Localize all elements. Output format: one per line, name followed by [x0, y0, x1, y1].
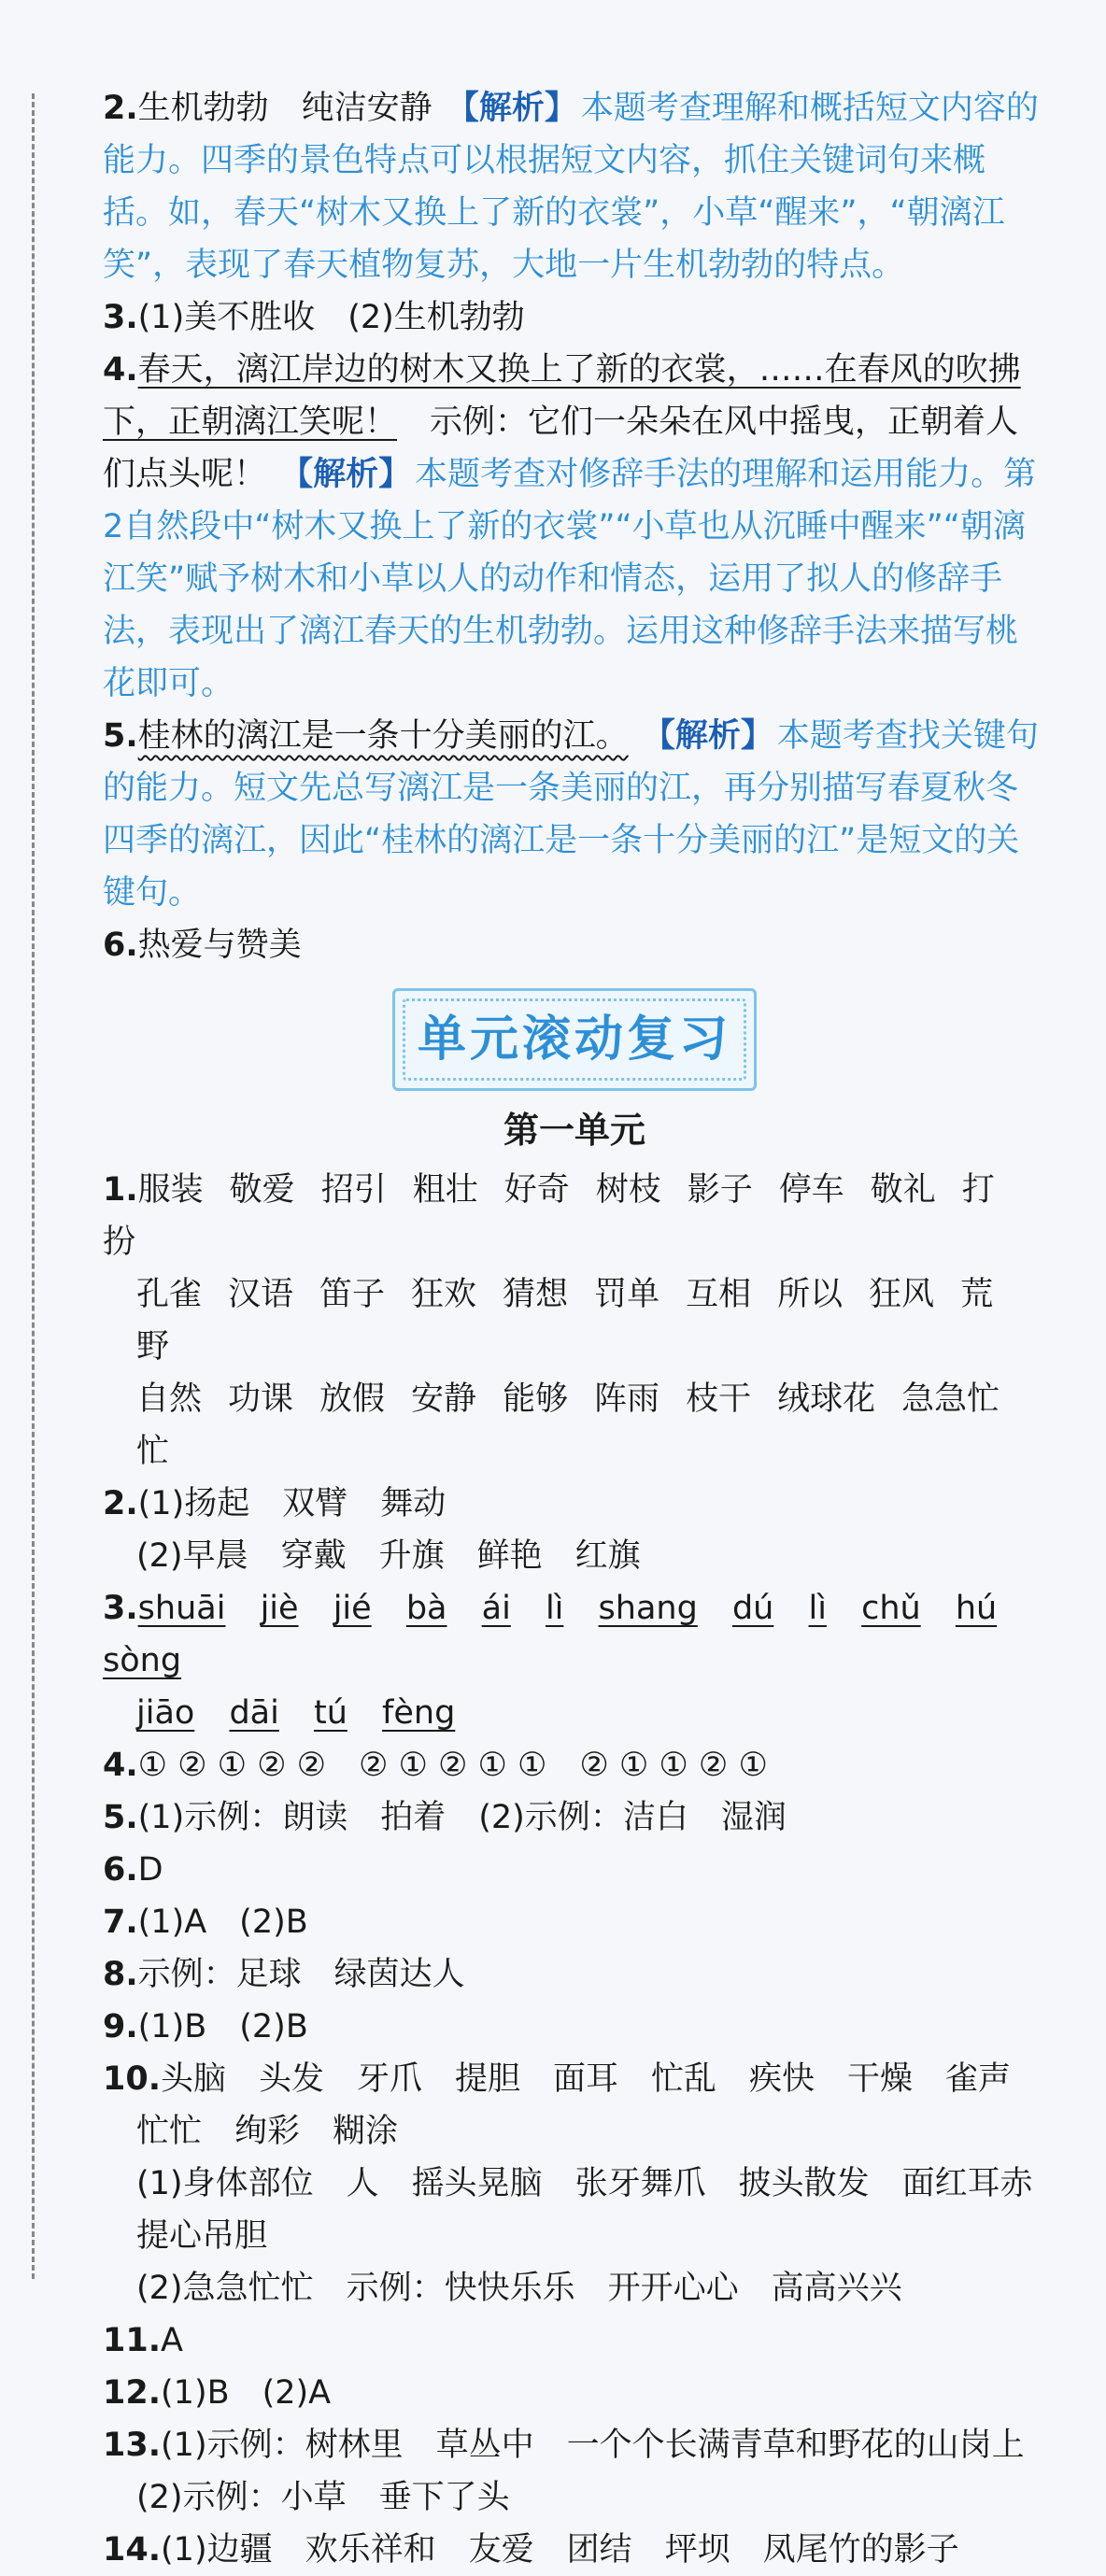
pinyin-item: tú — [313, 1694, 347, 1732]
word-item: 绒球花 — [777, 1380, 876, 1418]
pinyin-item: dāi — [229, 1694, 279, 1732]
word-item: 放假 — [319, 1380, 386, 1418]
word-item: 狂风 — [869, 1276, 935, 1313]
unit-q12: 12.(1)B (2)A — [103, 2374, 332, 2412]
section-banner-wrap — [103, 988, 1046, 1091]
unit-q2: 2.(1)扬起 双臂 舞动 (2)早晨 穿戴 升旗 鲜艳 红旗 — [103, 1485, 641, 1575]
unit-q14: 14.(1)边疆 欢乐祥和 友爱 团结 坪坝 凤尾竹的影子 — [103, 2531, 959, 2569]
unit-q1: 1.服装 敬爱 招引 粗壮 好奇 树枝 影子 停车 敬礼 打扮 孔雀 汉语 笛子 狂欢 猜想 罚单 互相 所以 狂风 荒野 自然 功课 放假 安静 能够 阵雨 枝干 绒球花 急急忙忙 — [103, 1171, 1000, 1470]
unit-q5: 5.(1)示例：朗读 拍着 (2)示例：洁白 湿润 — [103, 1799, 787, 1836]
unit-q3: 3.shuāi jiè jié bà ái lì shang dú lì chǔ hú sòng jiāo dāi tú fèng — [103, 1590, 998, 1732]
word-item: 打扮 — [103, 1171, 995, 1261]
word-item: 安静 — [411, 1380, 477, 1418]
unit-q6: 6.D — [103, 1851, 163, 1889]
unit-q13: 13.(1)示例：树林里 草丛中 一个个长满青草和野花的山岗上 (2)示例：小草 垂下了头 — [103, 2427, 1025, 2516]
word-item: 荒野 — [136, 1276, 994, 1366]
pinyin-item: chǔ — [861, 1590, 921, 1627]
word-item: 粗壮 — [412, 1171, 478, 1209]
section-banner — [392, 988, 757, 1091]
answer-content — [103, 82, 1046, 2576]
pinyin-item: hú — [955, 1590, 998, 1627]
word-item: 互相 — [686, 1276, 752, 1313]
analysis-tag: 【解析】 — [642, 717, 773, 755]
word-item: 影子 — [687, 1171, 753, 1209]
word-item: 敬爱 — [229, 1171, 295, 1209]
pinyin-item: bà — [405, 1590, 447, 1627]
answer-q3: 3.(1)美不胜收 (2)生机勃勃 — [103, 299, 525, 336]
answer-q4: 4.春天，漓江岸边的树木又换上了新的衣裳，……在春风的吹拂下，正朝漓江笑呢！ 示例：它们一朵朵在风中摇曳，正朝着人们点头呢！ 【解析】 本题考查对修辞手法的理解和运用能力。第2自然段中“树木又换上了新的衣裳”“小草也从沉睡中醒来”“朝漓江笑”赋予树木和小草以人的动作和情态，运用了拟人的修辞手法，表现出了漓江春天的生机勃勃。运用这种修辞手法来描写桃花即可。 — [103, 351, 1037, 702]
word-item: 功课 — [228, 1380, 294, 1418]
pinyin-item: dú — [731, 1590, 774, 1627]
word-item: 所以 — [777, 1276, 844, 1313]
word-item: 停车 — [778, 1171, 844, 1209]
unit-q9: 9.(1)B (2)B — [103, 2008, 308, 2045]
key-sentence: 桂林的漓江是一条十分美丽的江。 — [137, 717, 629, 755]
cut-line — [32, 93, 35, 2279]
pinyin-item: lì — [808, 1590, 827, 1627]
pinyin-item: jiè — [260, 1590, 299, 1627]
word-item: 笛子 — [319, 1276, 386, 1313]
word-item: 树枝 — [595, 1171, 661, 1209]
word-item: 能够 — [503, 1380, 569, 1418]
pinyin-item: shuāi — [137, 1590, 226, 1627]
analysis-text: 本题考查理解和概括短文内容的能力。四季的景色特点可以根据短文内容，抓住关键词句来概括。如，春天“树木又换上了新的衣裳”，小草“醒来”，“朝漓江笑”，表现了春天植物复苏，大地一片生机勃勃的特点。 — [103, 90, 1039, 284]
word-item: 服装 — [137, 1171, 204, 1209]
pinyin-item: jié — [333, 1590, 372, 1627]
pinyin-item: fèng — [382, 1694, 456, 1732]
word-item: 好奇 — [503, 1171, 570, 1209]
pinyin-item: jiāo — [136, 1694, 195, 1732]
pinyin-item: ái — [481, 1590, 511, 1627]
unit-q11: 11.A — [103, 2322, 183, 2359]
unit-title: 第一单元 — [503, 1110, 645, 1151]
unit-q7: 7.(1)A (2)B — [103, 1904, 308, 1941]
banner-title: 单元滚动复习 — [417, 1012, 731, 1068]
word-item: 急急忙忙 — [136, 1380, 1000, 1470]
answer-q5: 5.桂林的漓江是一条十分美丽的江。 【解析】 本题考查找关键句的能力。短文先总写漓江是一条美丽的江，再分别描写春夏秋冬四季的漓江，因此“桂林的漓江是一条十分美丽的江”是短文的关键句。 — [103, 710, 1046, 919]
word-item: 汉语 — [228, 1276, 294, 1313]
word-item: 狂欢 — [411, 1276, 477, 1313]
unit-q8: 8.示例：足球 绿茵达人 — [103, 1956, 465, 1993]
word-item: 敬礼 — [870, 1171, 936, 1209]
analysis-text: 本题考查对修辞手法的理解和运用能力。第2自然段中“树木又换上了新的衣裳”“小草也从沉睡中醒来”“朝漓江笑”赋予树木和小草以人的动作和情态，运用了拟人的修辞手法，表现出了漓江春天的生机勃勃。运用这种修辞手法来描写桃花即可。 — [103, 456, 1037, 702]
pinyin-item: sòng — [103, 1642, 182, 1679]
word-item: 自然 — [136, 1380, 203, 1418]
unit-q4: 4.① ② ① ② ② ② ① ② ① ① ② ① ① ② ① — [103, 1747, 768, 1784]
underlined-sentence: 春天，漓江岸边的树木又换上了新的衣裳，……在春风的吹拂下，正朝漓江笑呢！ — [103, 351, 1021, 441]
answer-q6: 6.热爱与赞美 — [103, 927, 302, 964]
word-item: 罚单 — [594, 1276, 660, 1313]
word-item: 孔雀 — [136, 1276, 203, 1313]
answer-q2: 2.生机勃勃 纯洁安静 【解析】 本题考查理解和概括短文内容的能力。四季的景色特点可以根据短文内容，抓住关键词句来概括。如，春天“树木又换上了新的衣裳”，小草“醒来”，“朝漓江笑”，表现了春天植物复苏，大地一片生机勃勃的特点。 — [103, 82, 1046, 291]
analysis-text: 本题考查找关键句的能力。短文先总写漓江是一条美丽的江，再分别描写春夏秋冬四季的漓江，因此“桂林的漓江是一条十分美丽的江”是短文的关键句。 — [103, 717, 1039, 912]
pinyin-item: shang — [598, 1590, 698, 1627]
word-item: 招引 — [320, 1171, 387, 1209]
analysis-tag: 【解析】 — [280, 456, 412, 493]
analysis-tag: 【解析】 — [446, 90, 577, 127]
word-item: 枝干 — [686, 1380, 752, 1418]
pinyin-item: lì — [545, 1590, 564, 1627]
unit-q10: 10.头脑 头发 牙爪 提胆 面耳 忙乱 疾快 干燥 雀声 忙忙 绚彩 糊涂 (1)身体部位 人 摇头晃脑 张牙舞爪 披头散发 面红耳赤 提心吊胆 (2)急急忙忙 示例：快快乐乐 开开心心 高高兴兴 — [103, 2060, 1033, 2307]
word-item: 猜想 — [503, 1276, 569, 1313]
word-item: 阵雨 — [594, 1380, 660, 1418]
